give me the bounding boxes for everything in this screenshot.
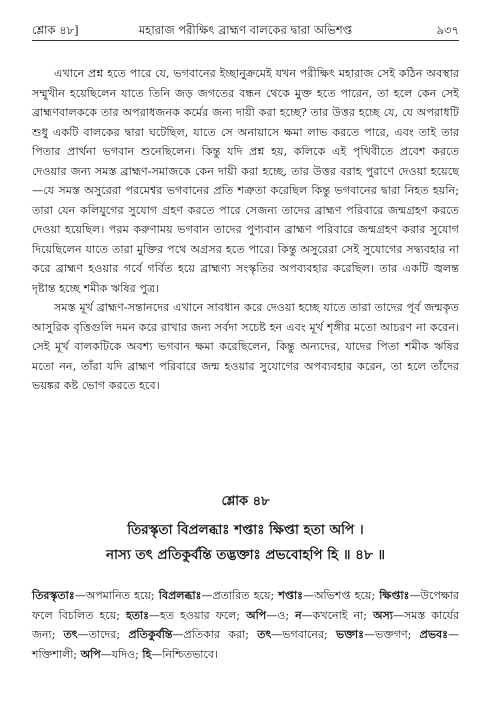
synonym-meaning: কখনোই না; <box>312 608 367 622</box>
synonym-meaning: তাদের; <box>88 628 121 641</box>
synonym-word: তৎ <box>257 628 272 641</box>
page-number: ৯৩৭ <box>436 23 459 37</box>
synonym-word: অপি <box>246 608 267 622</box>
synonym-meaning: নিশ্চিতভাবে। <box>162 647 218 661</box>
synonym-meaning: অভিশপ্ত হয়ে; <box>314 589 376 602</box>
synonym-meaning: ও; <box>277 608 290 622</box>
synonym-meaning: হত হওয়ার ফলে; <box>160 608 241 622</box>
verse-reference: শ্লোক ৪৮] <box>32 23 79 37</box>
synonym-meaning: যদিও; <box>111 647 139 661</box>
synonym-word: হতাঃ <box>125 608 150 622</box>
verse-line-1: তিরস্কৃতা বিপ্রলব্ধাঃ শপ্তাঃ ক্ষিপ্তা হতা অপি । <box>127 522 364 538</box>
paragraph: সমস্ত মূর্খ ব্রাহ্মণ-সন্তানদের এখানে সাবধান করে দেওয়া হচ্ছে যাতে তারা তাদের পূর্ব জন্মকৃত আসুরিক বৃত্তিগুলি দমন করে রাখার জন্য সর্বদা সচেষ্ট হন এবং মূর্খ শৃঙ্গীর মতো আচরণ না করেন। সেই মূর্খ বালকটিকে অবশ্য ভগবান ক্ষমা করেছিলেন, কিন্তু অন্যদের, যাদের পিতা শমীক ঋষির মতো নন, তাঁরা যদি ব্রাহ্মণ পরিবারে জন্ম হওয়ার সুযোগের অপব্যবহার করেন, তা হলে তাঁদের ভয়ঙ্কর কষ্ট ভোগ করতে হবে। <box>32 301 459 392</box>
synonym-meaning: প্রতিকার করা; <box>183 628 249 641</box>
synonym-word: ক্ষিপ্তাঃ <box>379 589 410 602</box>
synonym-word: তৎ <box>63 628 78 641</box>
paragraph: এখানে প্রশ্ন হতে পারে যে, ভগবানের ইচ্ছানুক্রমেই যখন পরীক্ষিৎ মহারাজ সেই কঠিন অবস্থার সম্মুখীন হয়েছিলেন যাতে তিনি জড় জগতের বন্ধন থেকে মুক্ত হতে পারেন, তা হলে কেন সেই ব্রাহ্মণবালককে তার অপরাধজনক কর্মের জন্য দায়ী করা হচ্ছে? তার উত্তর হচ্ছে যে, যে অপরাধটি শুধু একটি বালকের দ্বারা ঘটেছিল, যাতে সে অনায়াসে ক্ষমা লাভ করতে পারে, এবং তাই তার পিতার প্রার্থনা ভগবান শুনেছিলেন। কিন্তু যদি প্রশ্ন হয়, কলিকে এই পৃথিবীতে প্রবেশ করতে দেওয়ার জন্য সমস্ত ব্রাহ্মণ-সমাজকে কেন দায়ী করা হচ্ছে, তার উত্তর বরাহ পুরাণে দেওয়া হয়েছে—যে সমস্ত অসুরেরা পরমেশ্বর ভগবানের প্রতি শত্রুতা করেছিল কিন্তু ভগবানের দ্বারা নিহত হয়নি; তারা যেন কলিযুগের সুযোগ গ্রহণ করতে পারে সেজন্য তাদের ব্রাহ্মণ পরিবারে জন্মগ্রহণ করতে দেওয়া হয়েছিল। পরম করুণাময় ভগবান তাদের পুণ্যবান ব্রাহ্মণ পরিবারে জন্মগ্রহণ করার সুযোগ দিয়েছিলেন যাতে তারা মুক্তির পথে অগ্রসর হতে পারে। কিন্তু অসুরেরা সেই সুযোগের সদ্ব্যবহার না করে ব্রাহ্মণ হওয়ার গর্বে গর্বিত হয়ে ব্রাহ্মণ্য সংস্কৃতির অপব্যবহার করেছিল। তার একটি জ্বলন্ত দৃষ্টান্ত হচ্ছে শমীক ঋষির পুত্র। <box>32 67 459 295</box>
synonym-meaning: উপেক্ষার ফলে বিচলিত হয়ে; <box>32 589 460 622</box>
synonym-meaning: ভগবানের; <box>282 628 328 641</box>
synonym-meaning: প্রতারিত হয়ে; <box>212 589 275 602</box>
purport-text <box>32 64 459 396</box>
synonym-word: বিপ্রলব্ধাঃ <box>158 589 202 602</box>
synonym-meaning: শক্তিশালী; <box>32 647 78 661</box>
synonym-word: অস্য <box>373 608 393 622</box>
synonym-meaning: ভক্তগণ; <box>374 628 412 641</box>
verse-title: শ্লোক ৪৮ <box>221 494 270 509</box>
synonym-word: তিরস্কৃতাঃ <box>32 589 75 602</box>
chapter-title: মহারাজ পরীক্ষিৎ ব্রাহ্মণ বালকের দ্বারা অভিশপ্ত <box>138 23 353 37</box>
synonym-word: হি <box>142 647 152 661</box>
synonym-meaning: অপমানিত হয়ে; <box>85 589 155 602</box>
synonym-word: শপ্তাঃ <box>278 589 303 602</box>
synonym-word: প্রতিকুর্বন্তি <box>128 628 173 641</box>
synonym-word: ন <box>295 608 302 622</box>
synonym-word: অপি <box>80 647 101 661</box>
word-meanings: তিরস্কৃতাঃ—অপমানিত হয়ে; বিপ্রলব্ধাঃ—প্রতারিত হয়ে; শপ্তাঃ—অভিশপ্ত হয়ে; ক্ষিপ্তাঃ—উপেক্ষার ফলে বিচলিত হয়ে; হতাঃ—হত হওয়ার ফলে; অপি—ও; ন—কখনোই না; অস্য—সমস্ত কার্যের জন্য; তৎ—তাদের; প্রতিকুর্বন্তি—প্রতিকার করা; তৎ—ভগবানের; ভক্তাঃ—ভক্তগণ; প্রভবঃ—শক্তিশালী; অপি—যদিও; হি—নিশ্চিতভাবে। <box>32 589 460 661</box>
synonym-meaning: সমস্ত কার্যের জন্য; <box>32 608 460 641</box>
page-header <box>32 22 459 41</box>
verse-line-2: নাস্য তৎ প্রতিকুর্বন্তি তদ্ভক্তাঃ প্রভবোহপি হি ॥ ৪৮ ॥ <box>105 547 386 563</box>
synonym-word: ভক্তাঃ <box>336 628 364 641</box>
synonym-word: প্রভবঃ <box>419 628 449 641</box>
sanskrit-verse <box>0 518 491 568</box>
